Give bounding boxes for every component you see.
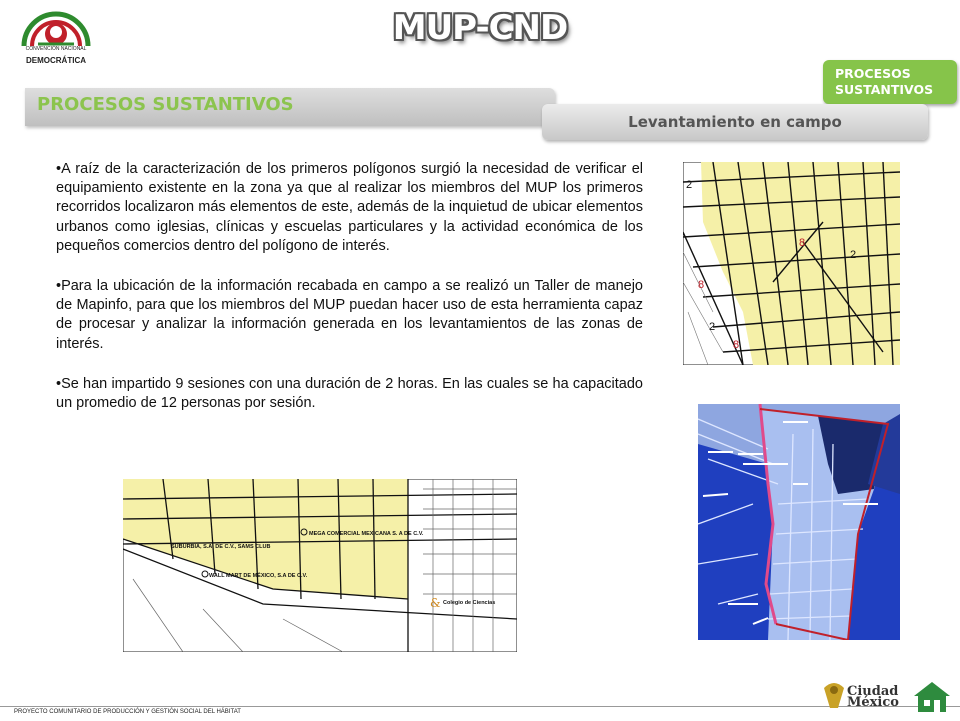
procesos-badge[interactable]	[823, 60, 957, 104]
street-map-commercial	[123, 479, 517, 652]
map-label: SUBURBIA, S.A. DE C.V., SAMS CLUB	[171, 544, 271, 550]
logo-text-bottom: DEMOCRÁTICA	[26, 56, 86, 65]
badge-label: PROCESOS SUSTANTIVOS	[835, 66, 934, 97]
housing-logo-icon	[910, 680, 954, 716]
bullet-item: •Se han impartido 9 sesiones con una duración de 2 horas. En las cuales se ha capacitado un promedio de 12 personas por sesión.	[56, 375, 643, 412]
map-marker: 2	[850, 249, 857, 261]
page-title: MUP-CND	[392, 8, 568, 48]
section-header	[25, 88, 555, 126]
map-marker: 2	[686, 179, 693, 191]
school-icon: &	[430, 596, 441, 610]
cdmx-logo-text	[847, 686, 899, 708]
subsection-header	[542, 104, 928, 140]
bullet-list	[56, 160, 643, 434]
bullet-item: •A raíz de la caracterización de los primeros polígonos surgió la necesidad de verificar el equipamiento existente en la zona ya que al realizar los miembros del MUP los primeros recorridos localizaron más elementos de este, además de la inquietud de ubicar elementos urbanos como iglesias, clínicas y escuelas particulares y la actividad económica de los pequeños comercios dentro del polígono de interés.	[56, 161, 643, 254]
bullet-item: •Para la ubicación de la información recabada en campo a se realizó un Taller de manejo de Mapinfo, para que los miembros del MUP puedan hacer uso de esta herramienta capaz de procesar y analizar la información generada en los levantamientos de las zonas de interés.	[56, 278, 643, 352]
section-title: PROCESOS SUSTANTIVOS	[37, 94, 294, 115]
footer-text: PROYECTO COMUNITARIO DE PRODUCCIÓN Y GESTIÓN SOCIAL DEL HÁBITAT	[14, 709, 241, 715]
footer-divider	[0, 706, 960, 707]
map-label: MEGA COMERCIAL MEXICANA S. A DE C.V.	[309, 531, 424, 537]
map-marker: 2	[709, 321, 716, 333]
cdmx-line2: México	[847, 695, 899, 710]
subsection-title: Levantamiento en campo	[628, 113, 842, 131]
map-label: WALL MART DE MÉXICO, S.A DE C.V.	[209, 573, 308, 579]
map-marker: 8	[799, 237, 806, 249]
cdmx-line1: Ciudad	[847, 684, 899, 699]
logo-text-mid: CONVENCIÓN NACIONAL	[25, 46, 87, 52]
map-marker: 8	[698, 279, 705, 291]
map-label: Colegio de Ciencias	[443, 600, 496, 606]
map-marker: 8	[733, 339, 740, 351]
street-map-blue	[698, 404, 900, 640]
street-map-yellow	[683, 162, 900, 365]
